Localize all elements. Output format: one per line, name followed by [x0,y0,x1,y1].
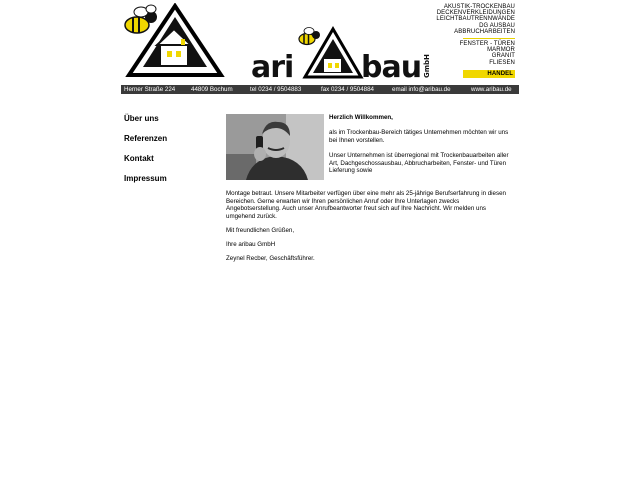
nav-item-kontakt[interactable]: Kontakt [124,154,154,163]
handel-badge: HANDEL [463,70,515,78]
greeting: Herzlich Willkommen, [329,114,393,121]
service-item: MARMOR [487,47,515,54]
regards-text: Mit freundlichen Grüßen, [226,227,295,234]
intro-paragraph-2: Unser Unternehmen ist überregional mit Trockenbauarbeiten aller Art, Dachgeschossausbau, Abbrucharbeiten, Fenster- und Türen Lieferung sowie [329,151,509,175]
svg-text:ari: ari [251,50,294,81]
address-street: Herner Straße 224 [124,86,176,93]
service-item: ABBRUCHARBEITEN [454,28,515,35]
service-item: AKUSTIK-TROCKENBAU [443,4,515,10]
service-item: GRANIT [491,53,515,60]
contact-bar [121,85,519,94]
nav-item-impressum[interactable]: Impressum [124,174,167,183]
main-nav [124,114,167,194]
service-item: FENSTER - TÜREN [459,41,515,48]
svg-text:bau: bau [361,50,422,81]
site-header [121,3,519,84]
signature: Zeynel Recber, Geschäftsführer. [226,255,315,262]
intro-text [329,114,509,175]
website-link[interactable]: www.aribau.de [471,86,512,93]
address-city: 44809 Bochum [191,86,233,93]
email-link[interactable]: email info@aribau.de [392,86,451,93]
fax-number: fax 0234 / 9504884 [321,86,374,93]
company-name: Ihre aribau GmbH [226,241,276,248]
service-item: LEICHTBAUTRENNWÄNDE [436,16,515,23]
service-item: DECKENVERKLEIDUNGEN [436,10,515,17]
services-list [436,4,515,78]
nav-item-referenzen[interactable]: Referenzen [124,134,168,143]
logo-house-icon [121,3,225,79]
divider [463,38,515,39]
intro-paragraph: als im Trockenbau-Bereich tätiges Unternehmen möchten wir uns bei Ihnen vorstellen. [329,129,509,144]
phone-number: tel 0234 / 9504883 [250,86,302,93]
service-item: FLIESEN [489,59,515,66]
managing-director-photo [226,114,324,180]
service-item: DG AUSBAU [479,22,515,29]
nav-item-ueber-uns[interactable]: Über uns [124,114,159,123]
aribau-logo [249,25,434,81]
svg-text:GmbH: GmbH [423,54,431,78]
body-paragraph: Montage betraut. Unsere Mitarbeiter verfügen über eine mehr als 25-jährige Berufserfahrung in diesen Bereichen. Gerne erwarten wir Ihren persönlichen Anruf oder Ihre Unterlagen zwecks Angebotserstellung. Auch unser Anrufbeantworter freut sich auf Ihre Nachricht. Wir melden uns umgehend zurück. [226,190,506,220]
